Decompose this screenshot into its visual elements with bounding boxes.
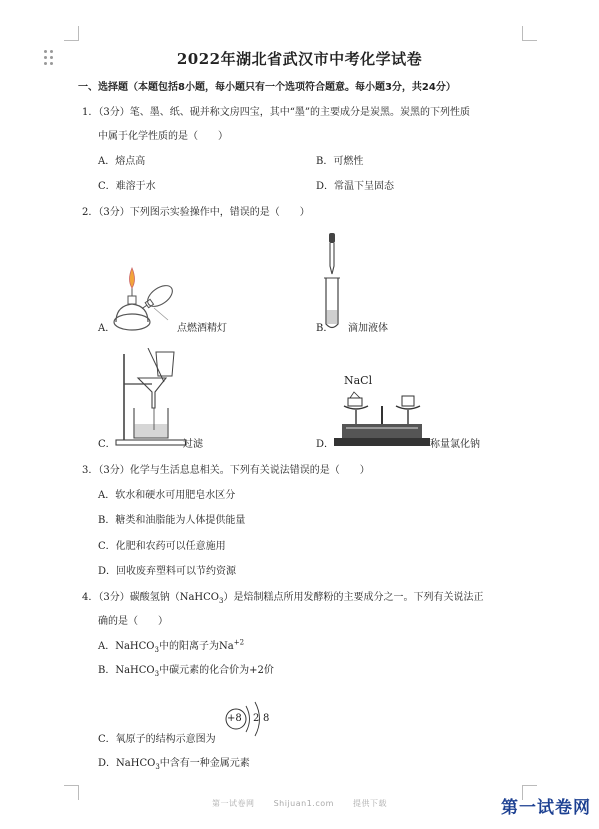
footer-download-text: 提供下载 xyxy=(352,799,387,808)
question-4-stem: 4．（3分）碳酸氢钠（NaHCO$_3$）是焙制糕点所用发酵粉的主要成分之一。下列有关说法正 xyxy=(82,592,484,605)
question-4-option-c: C．氧原子的结构示意图为 xyxy=(98,734,216,745)
question-3-option-d: D．回收废弃塑料可以节约资源 xyxy=(98,566,237,577)
question-2-option-a-label: A． xyxy=(98,323,116,334)
footer-site-name: 第一试卷网 xyxy=(212,799,255,808)
atom-shell-2: 8 xyxy=(263,713,270,724)
question-2-option-d-caption: 称量氯化钠 xyxy=(430,439,480,450)
page-corner-mark xyxy=(64,26,79,41)
question-3-option-b: B．糖类和油脂能为人体提供能量 xyxy=(98,515,246,526)
page-corner-mark xyxy=(522,26,537,41)
question-2-option-b-label: B． xyxy=(316,323,334,334)
alcohol-lamp-figure xyxy=(108,260,183,335)
question-2-option-a-caption: 点燃酒精灯 xyxy=(177,323,227,334)
question-2-option-d-label: D． xyxy=(316,439,335,450)
question-2-option-c-label: C． xyxy=(98,439,116,450)
question-4-option-d: D．NaHCO$_3$中含有一种金属元素 xyxy=(98,758,250,771)
question-3-option-a: A．软水和硬水可用肥皂水区分 xyxy=(98,490,236,501)
question-4-option-b: B．NaHCO$_3$中碳元素的化合价为+2价 xyxy=(98,665,274,678)
question-1-stem-cont: 中属于化学性质的是（ ） xyxy=(98,131,228,142)
question-2-option-b-caption: 滴加液体 xyxy=(348,323,388,334)
question-1-stem: 1．（3分）笔、墨、纸、砚并称文房四宝，其中“墨”的主要成分是炭黑。炭黑的下列性质 xyxy=(82,107,470,118)
page-title: 2022年湖北省武汉市中考化学试卷 xyxy=(176,50,423,68)
nacl-label: NaCl xyxy=(344,374,373,387)
filtration-apparatus-figure xyxy=(112,348,192,448)
question-3-option-c: C．化肥和农药可以任意施用 xyxy=(98,541,226,552)
atom-nucleus-charge: +8 xyxy=(227,713,242,724)
question-1-option-c: C．难溶于水 xyxy=(98,181,156,192)
site-logo: 第一试卷网 xyxy=(501,798,591,818)
question-1-option-b: B．可燃性 xyxy=(316,156,364,167)
atom-shell-1: 2 xyxy=(253,713,260,724)
balance-scale-figure xyxy=(332,384,432,450)
footer-site-url[interactable]: Shijuan1.com xyxy=(273,799,334,808)
section-heading: 一、选择题（本题包括8小题，每小题只有一个选项符合题意。每小题3分，共24分） xyxy=(78,82,456,93)
question-3-stem: 3．（3分）化学与生活息息相关。下列有关说法错误的是（ ） xyxy=(82,465,370,476)
question-4-stem-cont: 确的是（ ） xyxy=(98,616,168,627)
question-1-option-d: D．常温下呈固态 xyxy=(316,181,395,192)
question-2-option-c-caption: 过滤 xyxy=(183,439,203,450)
dropper-test-tube-figure xyxy=(318,232,348,332)
question-1-option-a: A．熔点高 xyxy=(98,156,146,167)
question-2-stem: 2．（3分）下列图示实验操作中，错误的是（ ） xyxy=(82,207,310,218)
question-4-option-a: A．NaHCO$_3$中的阳离子为$Na^{+2}$ xyxy=(98,638,245,654)
